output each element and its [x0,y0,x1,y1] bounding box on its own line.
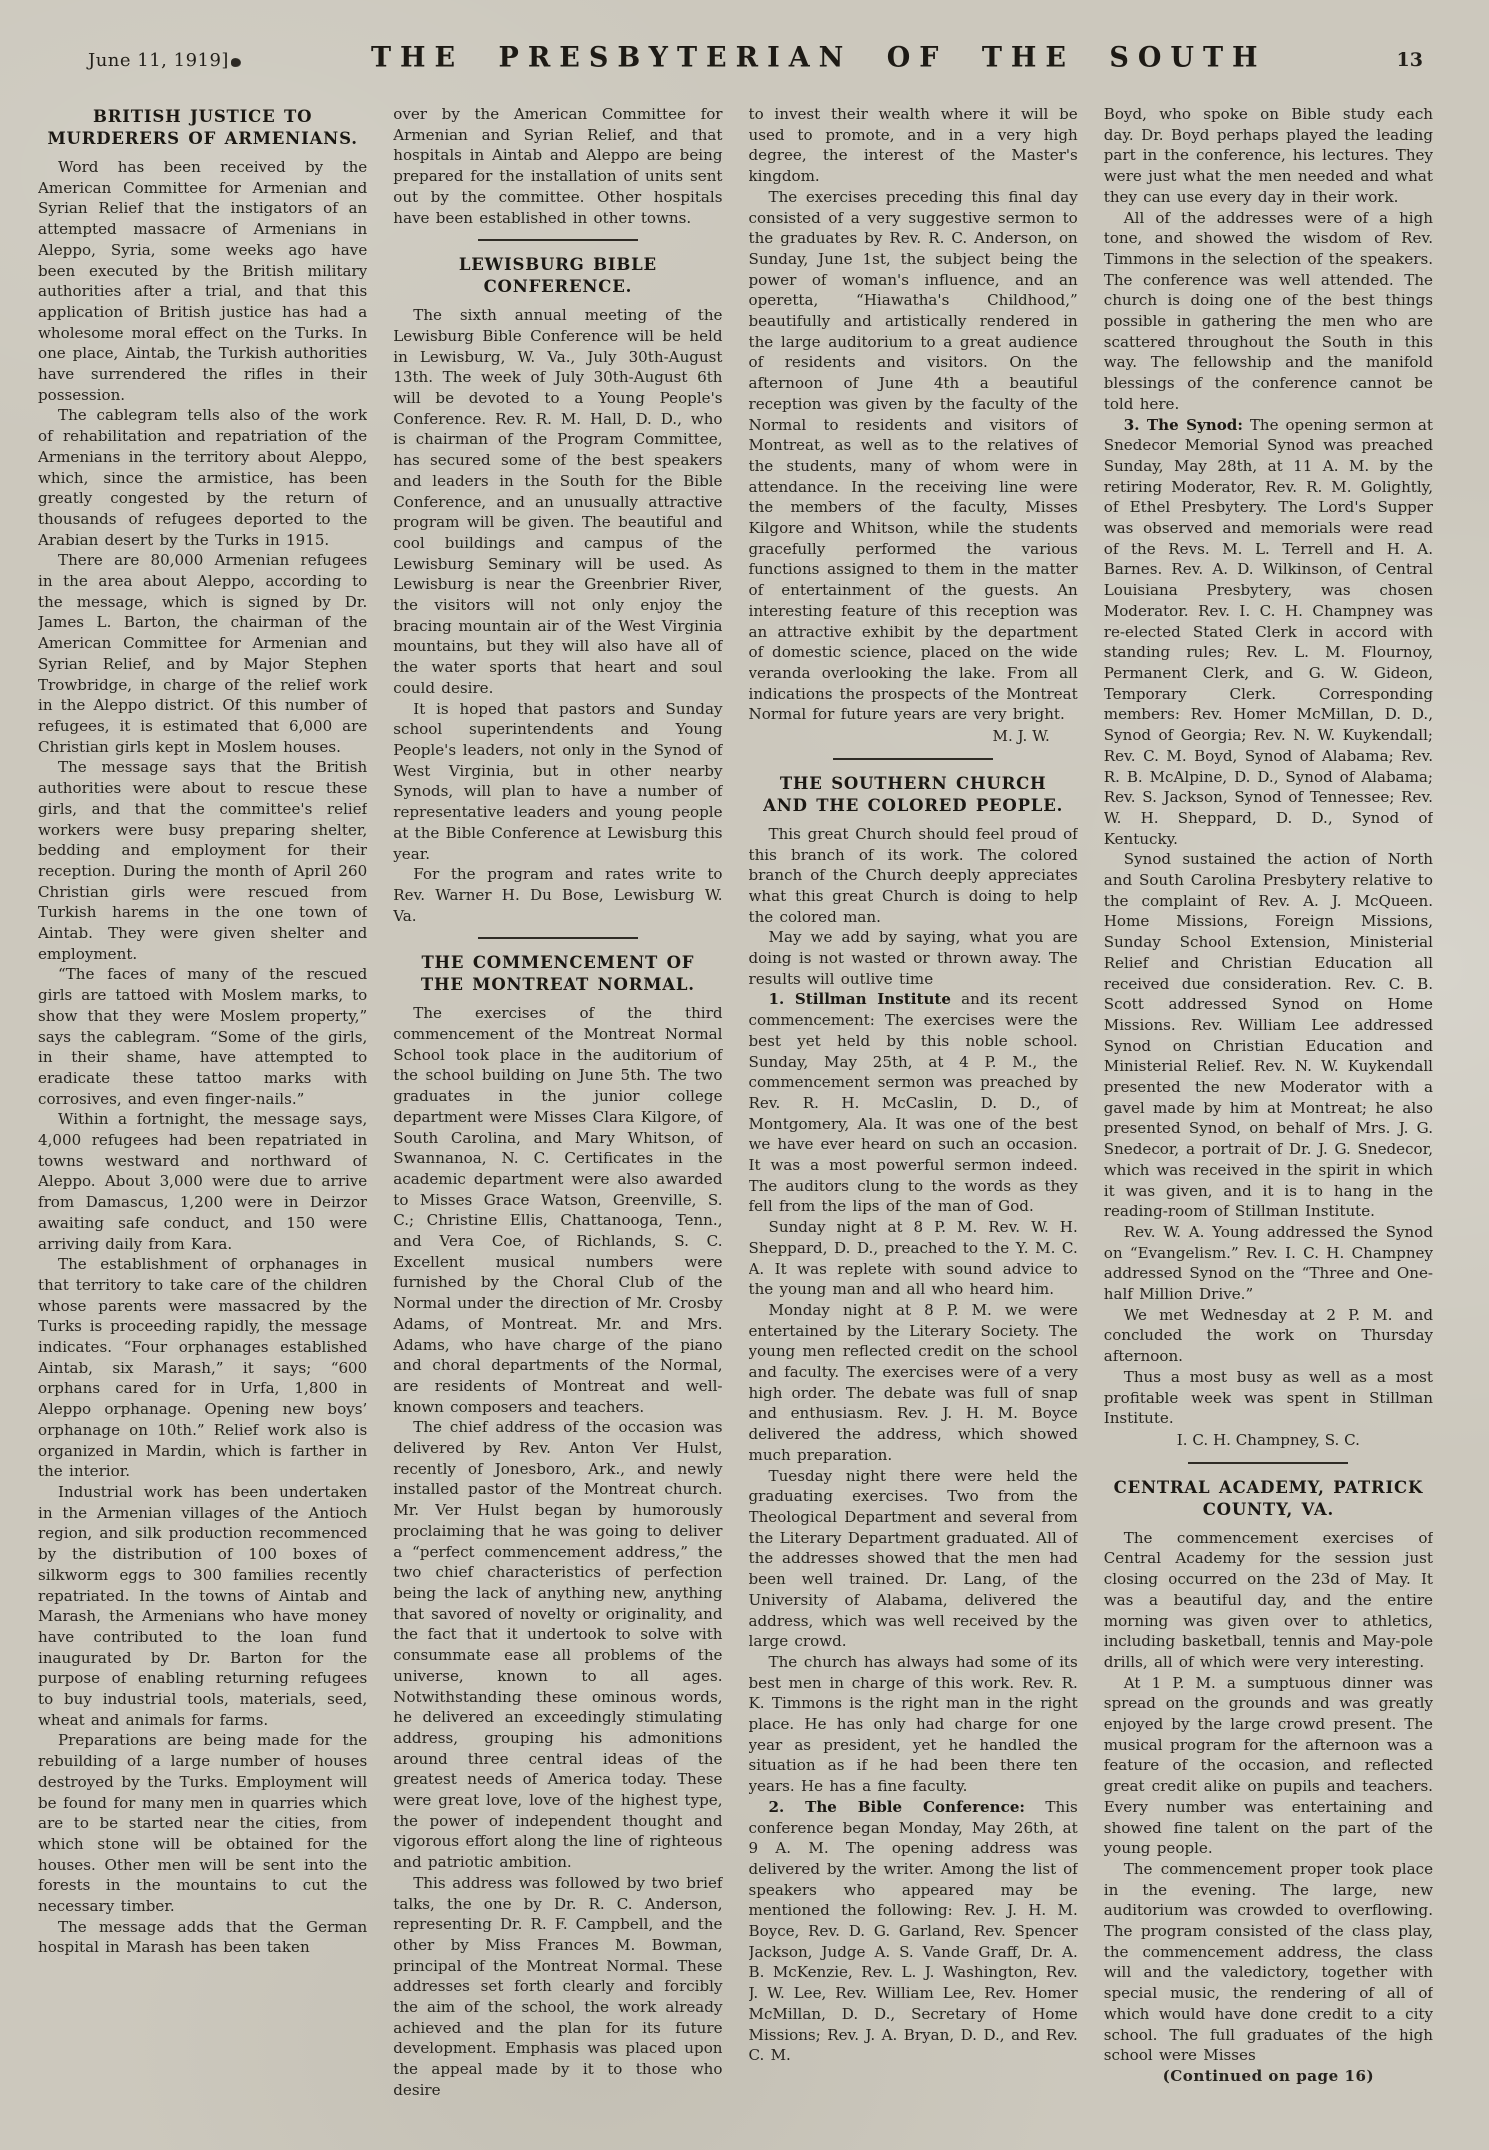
paragraph: “The faces of many of the rescued girls are tattoed with Moslem marks, to show that they were Moslem property,” says the cablegram. “Some of the girls, in their shame, have attempted to eradicate these tattoo marks with corrosives, and even finger-nails.” [38,965,368,1108]
masthead-title: THE PRESBYTERIAN OF THE SOUTH [370,41,1267,74]
paragraph: The establishment of orphanages in that territory to take care of the children whose parents were massacred by the Turks is proceeding rapidly, the message indicates. “Four orphanages established Aintab, six Marash,” it says; “600 orphans cared for in Urfa, 1,800 in Aleppo orphanage. Opening new boys’ orphanage on 10th.” Relief work also is organized in Mardin, which is farther in the interior. [38,1255,368,1481]
paragraph: 2. The Bible Conference: This conference began Monday, May 26th, at 9 A. M. The opening address was delivered by the writer. Among the list of speakers who appeared may be mentioned the following: Rev. J. H. M. Boyce, Rev. D. G. Garland, Rev. Spencer Jackson, Judge A. S. Vande Graff, Dr. A. B. McKenzie, Rev. L. J. Washington, Rev. J. W. Lee, Rev. William Lee, Rev. Homer McMillan, D. D., Secretary of Home Missions; Rev. J. A. Bryan, D. D., and Rev. C. M. [748,1797,1078,2065]
paragraph: The message says that the British authorities were about to rescue these girls, and that the committee's relief workers were busy preparing shelter, bedding and employment for their reception. During the month of April 260 Christian girls were rescued from Turkish harems in the one town of Aintab. They were given shelter and employment. [38,758,368,963]
page-header [88,42,1429,86]
paragraph: The cablegram tells also of the work of rehabilitation and repatriation of the Armenians in the territory about Aleppo, which, since the armistice, has been greatly congested by the return of thousands of refugees deported to the Arabian desert by the Turks in 1915. [38,406,368,549]
paragraph-continued: Boyd, who spoke on Bible study each day. Dr. Boyd perhaps played the leading part in the conference, his lectures. They were just what the men needed and what they can use every day in their work. [1103,105,1433,206]
paragraph: The exercises preceding this final day consisted of a very suggestive sermon to the graduates by Rev. R. C. Anderson, on Sunday, June 1st, the subject being the power of woman's influence, and an operetta, “Hiawatha's Childhood,” beautifully and artistically rendered in the large auditorium to a great audience of residents and visitors. On the afternoon of June 4th a beautiful reception was given by the faculty of the Normal to residents and visitors of Montreat, as well as to the relatives of the students, many of whom were in attendance. In the receiving line were the members of the faculty, Misses Kilgore and Whitson, while the students gracefully performed the various functions assigned to them in the matter of entertainment of the guests. An interesting feature of this reception was an attractive exhibit by the department of domestic science, placed on the wide veranda overlooking the lake. From all indications the prospects of the Montreat Normal for future years are very bright. [748,187,1078,724]
paragraph: The message adds that the German hospital in Marash has been taken [38,1917,368,1957]
columns [38,104,1433,2124]
paragraph: It is hoped that pastors and Sunday school superintendents and Young People's leaders, not only in the Synod of West Virginia, but in other nearby Synods, will plan to have a number of representative leaders and young people at the Bible Conference at Lewisburg this year. [393,699,723,863]
issue-date: June 11, 1919] [88,50,241,71]
ink-smudge [231,58,241,67]
paragraph: Within a fortnight, the message says, 4,000 refugees had been repatriated in towns westward and northward of Aleppo. About 3,000 were due to arrive from Damascus, 1,200 were in Deirzor awaiting safe conduct, and 150 were arriving daily from Kara. [38,1110,368,1253]
article-heading: BRITISH JUSTICE TO MURDERERS OF ARMENIANS. [47,107,358,148]
article-heading: CENTRAL ACADEMY, PATRICK COUNTY, VA. [1113,1477,1424,1519]
section-divider [478,239,638,241]
paragraph: Word has been received by the American Committee for Armenian and Syrian Relief that the instigators of an attempted massacre of Armenians in Aleppo, Syria, some weeks ago have been executed by the British military authorities after a trial, and that this application of British justice has had a wholesome moral effect on the Turks. In one place, Aintab, the Turkish authorities have surrendered the rifles in their possession. [38,158,368,404]
paragraph: Synod sustained the action of North and South Carolina Presbytery relative to the complaint of Rev. A. J. McQueen. Home Missions, Foreign Missions, Sunday School Extension, Ministerial Relief and Christian Education all received due consideration. Rev. C. B. Scott addressed Synod on Home Missions. Rev. William Lee addressed Synod on Christian Education and Ministerial Relief. Rev. N. W. Kuykendall presented the new Moderator with a gavel made by him at Montreat; he also presented Synod, on behalf of Mrs. J. G. Snedecor, a portrait of Dr. J. G. Snedecor, which was received in the spirit in which it was given, and it is to hang in the reading-room of Stillman Institute. [1103,850,1433,1221]
paragraph: At 1 P. M. a sumptuous dinner was spread on the grounds and was greatly enjoyed by the large crowd present. The musical program for the afternoon was a feature of the occasion, and reflected great credit alike on pupils and teachers. Every number was entertaining and showed fine talent on the part of the young people. [1103,1673,1433,1858]
paragraph: For the program and rates write to Rev. Warner H. Du Bose, Lewisburg W. Va. [393,865,723,925]
bold-lead: 1. Stillman Institute [768,990,951,1009]
section-divider [1188,1462,1348,1464]
bold-lead: 2. The Bible Conference: [768,1797,1025,1816]
paragraph: All of the addresses were of a high tone, and showed the wisdom of Rev. Timmons in the selection of the speakers. The conference was well attended. The church is doing one of the best things possible in gathering the men who are scattered throughout the South in this way. The fellowship and the manifold blessings of the conference cannot be told here. [1103,208,1433,413]
paragraph-continued: to invest their wealth where it will be used to promote, and in a very high degree, the interest of the Master's kingdom. [748,105,1078,186]
continued-note: (Continued on page 16) [1162,2066,1375,2085]
section-divider [478,937,638,939]
paragraph-continued: over by the American Committee for Armenian and Syrian Relief, and that hospitals in Aintab and Aleppo are being prepared for the installation of units sent out by the committee. Other hospitals have been established in other towns. [393,105,723,227]
paragraph: The exercises of the third commencement of the Montreat Normal School took place in the auditorium of the school building on June 5th. The two graduates in the junior college department were Misses Clara Kilgore, of South Carolina, and Mary Whitson, of Swannanoa, N. C. Certificates in the academic department were also awarded to Misses Grace Watson, Greenville, S. C.; Christine Ellis, Chattanooga, Tenn., and Vera Coe, of Richlands, S. C. Excellent musical numbers were furnished by the Choral Club of the Normal under the direction of Mr. Crosby Adams, of Montreat. Mr. and Mrs. Adams, who have charge of the piano and choral departments of the Normal, are residents of Montreat and well-known composers and teachers. [393,1004,723,1416]
paragraph: This great Church should feel proud of this branch of its work. The colored branch of the Church deeply appreciates what this great Church is doing to help the colored man. [748,824,1078,926]
signature: I. C. H. Champney, S. C. [1176,1431,1360,1449]
paragraph: Thus a most busy as well as a most profitable week was spent in Stillman Institute. [1103,1367,1433,1428]
paragraph: Tuesday night there were held the graduating exercises. Two from the Theological Department and several from the Literary Department graduated. All of the addresses showed that the men had been well trained. Dr. Lang, of the University of Alabama, delivered the address, which was well received by the large crowd. [748,1466,1078,1651]
column-4 [1104,104,1433,2124]
paragraph: The commencement proper took place in the evening. The large, new auditorium was crowded to overflowing. The program consisted of the class play, the commencement address, the class will and the valedictory, together with special music, the rendering of all of which would have done credit to a city school. The full graduates of the high school were Misses [1103,1859,1433,2065]
paragraph: Rev. W. A. Young addressed the Synod on “Evangelism.” Rev. I. C. H. Champney addressed Synod on the “Three and One-half Million Drive.” [1103,1222,1433,1304]
column-3 [749,104,1078,2124]
paragraph: 1. Stillman Institute and its recent commencement: The exercises were the best yet held by this noble school. Sunday, May 25th, at 4 P. M., the commencement sermon was preached by Rev. R. H. McCaslin, D. D., of Montgomery, Ala. It was one of the best we have ever heard on such an occasion. It was a most powerful sermon indeed. The auditors clung to the words as they fell from the lips of the man of God. [748,990,1078,1216]
paragraph: Monday night at 8 P. M. we were entertained by the Literary Society. The young men reflected credit on the school and faculty. The exercises were of a very high order. The debate was full of snap and enthusiasm. Rev. J. H. M. Boyce delivered the address, which showed much preparation. [748,1300,1078,1464]
signature: M. J. W. [992,727,1050,746]
article-heading: LEWISBURG BIBLE CONFERENCE. [458,255,657,297]
column-1 [38,104,367,2124]
paragraph: May we add by saying, what you are doing is not wasted or thrown away. The results will outlive time [748,928,1078,988]
paragraph: 3. The Synod: The opening sermon at Snedecor Memorial Synod was preached Sunday, May 28th, at 11 A. M. by the retiring Moderator, Rev. R. M. Golightly, of Ethel Presbytery. The Lord's Supper was observed and memorials were read of the Revs. M. L. Terrell and H. A. Barnes. Rev. A. D. Wilkinson, of Central Louisiana Presbytery, was chosen Moderator. Rev. I. C. H. Champney was re-elected Stated Clerk in accord with standing rules; Rev. L. M. Flournoy, Permanent Clerk, and G. W. Gideon, Temporary Clerk. Corresponding members: Rev. Homer McMillan, D. D., Synod of Georgia; Rev. N. W. Kuykendall; Rev. C. M. Boyd, Synod of Alabama; Rev. R. B. McAlpine, D. D., Synod of Alabama; Rev. S. Jackson, Synod of Tennessee; Rev. W. H. Sheppard, D. D., Synod of Kentucky. [1103,415,1433,848]
article-heading: THE SOUTHERN CHURCH AND THE COLORED PEOPLE. [763,773,1064,815]
paragraph: We met Wednesday at 2 P. M. and concluded the work on Thursday afternoon. [1103,1305,1433,1366]
paragraph: The commencement exercises of Central Academy for the session just closing occurred on the 23d of May. It was a beautiful day, and the entire morning was given over to athletics, including basketball, tennis and May-pole drills, all of which were very interesting. [1103,1528,1433,1671]
paragraph: There are 80,000 Armenian refugees in the area about Aleppo, according to the message, which is signed by Dr. James L. Barton, the chairman of the American Committee for Armenian and Syrian Relief, and by Major Stephen Trowbridge, in charge of the relief work in the Aleppo district. Of this number of refugees, it is estimated that 6,000 are Christian girls kept in Moslem houses. [38,551,368,756]
page-number: 13 [1396,49,1423,71]
paragraph: The sixth annual meeting of the Lewisburg Bible Conference will be held in Lewisburg, W. Va., July 30th-August 13th. The week of July 30th-August 6th will be devoted to a Young People's Conference. Rev. R. M. Hall, D. D., who is chairman of the Program Committee, has secured some of the best speakers and leaders in the South for the Bible Conference, and an unusually attractive program will be given. The beautiful and cool buildings and campus of the Lewisburg Seminary will be used. As Lewisburg is near the Greenbrier River, the visitors will not only enjoy the bracing mountain air of the West Virginia mountains, but they will also have all of the water sports that heart and soul could desire. [393,306,723,697]
article-heading: THE COMMENCEMENT OF THE MONTREAT NORMAL. [420,953,695,995]
paragraph: This address was followed by two brief talks, the one by Dr. R. C. Anderson, representing Dr. R. F. Campbell, and the other by Miss Frances M. Bowman, principal of the Montreat Normal. These addresses set forth clearly and forcibly the aim of the school, the work already achieved and the plan for its future development. Emphasis was placed upon the appeal made by it to those who desire [393,1873,723,2099]
paragraph: Sunday night at 8 P. M. Rev. W. H. Sheppard, D. D., preached to the Y. M. C. A. It was replete with sound advice to the young man and all who heard him. [748,1218,1078,1299]
bold-lead: 3. The Synod: [1123,415,1243,434]
paragraph: The chief address of the occasion was delivered by Rev. Anton Ver Hulst, recently of Jonesboro, Ark., and newly installed pastor of the Montreat church. Mr. Ver Hulst began by humorously proclaiming that he was going to deliver a “perfect commencement address,” the two chief characteristics of perfection being the lack of anything new, anything that savored of novelty or originality, and the fact that it undertook to solve with consummate ease all problems of the universe, known to all ages. Notwithstanding these ominous words, he delivered an exceedingly stimulating address, grouping his admonitions around three central ideas of the greatest needs of America today. These were great love, love of the highest type, the power of independent thought and vigorous effort along the line of righteous and patriotic ambition. [393,1418,723,1872]
paragraph: Preparations are being made for the rebuilding of a large number of houses destroyed by the Turks. Employment will be found for many men in quarries which are to be started near the cities, from which stone will be obtained for the houses. Other men will be sent into the forests in the mountains to cut the necessary timber. [38,1731,368,1916]
column-2 [393,104,722,2124]
paragraph: The church has always had some of its best men in charge of this work. Rev. R. K. Timmons is the right man in the right place. He has only had charge for one year as president, yet he handled the situation as if he had been there ten years. He has a fine faculty. [748,1652,1078,1796]
section-divider [833,758,993,760]
paragraph: Industrial work has been undertaken in the Armenian villages of the Antioch region, and silk production recommenced by the distribution of 100 boxes of silkworm eggs to 300 families recently repatriated. In the towns of Aintab and Marash, the Armenians who have money have contributed to the loan fund inaugurated by Dr. Barton for the purpose of enabling returning refugees to buy industrial tools, materials, seed, wheat and animals for farms. [38,1483,368,1729]
